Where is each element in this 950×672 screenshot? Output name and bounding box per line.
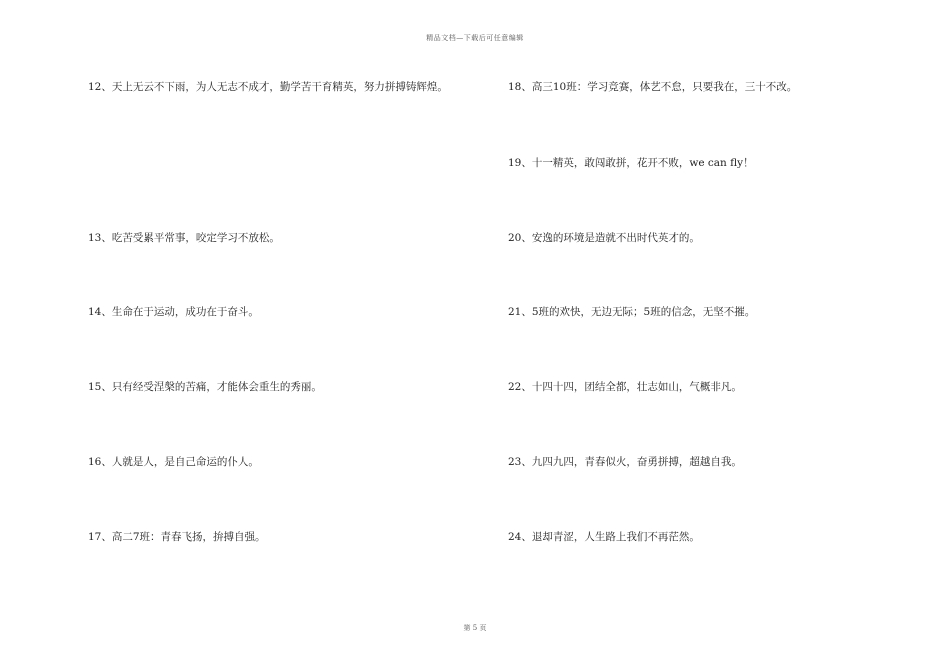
slogan-15: 15、只有经受涅槃的苦痛，才能体会重生的秀丽。 xyxy=(88,381,322,393)
slogan-13: 13、吃苦受累平常事，咬定学习不放松。 xyxy=(88,232,280,244)
slogan-14: 14、生命在于运动，成功在于奋斗。 xyxy=(88,306,259,318)
slogan-24: 24、退却青涩，人生路上我们不再茫然。 xyxy=(508,531,700,543)
slogan-20: 20、安逸的环境是造就不出时代英才的。 xyxy=(508,232,700,244)
slogan-18: 18、高三10班：学习竞赛，体艺不怠，只要我在，三十不改。 xyxy=(508,81,798,93)
right-column xyxy=(508,0,928,672)
slogan-23: 23、九四九四，青春似火，奋勇拼搏，超越自我。 xyxy=(508,456,742,468)
slogan-21: 21、5班的欢快，无边无际；5班的信念，无坚不摧。 xyxy=(508,306,756,318)
slogan-16: 16、人就是人，是自己命运的仆人。 xyxy=(88,456,259,468)
slogan-12: 12、天上无云不下雨，为人无志不成才，勤学苦干育精英，努力拼搏铸辉煌。 xyxy=(88,81,448,93)
page-number: 第 5 页 xyxy=(463,624,487,632)
left-column xyxy=(88,0,508,672)
page-header: 精品文档—下载后可任意编辑 xyxy=(426,34,524,42)
slogan-17: 17、高二7班：青春飞扬，拚搏自强。 xyxy=(88,531,266,543)
slogan-19: 19、十一精英，敢闯敢拼，花开不败，we can fly！ xyxy=(508,157,754,169)
slogan-22: 22、十四十四，团结全都，壮志如山，气概非凡。 xyxy=(508,381,742,393)
